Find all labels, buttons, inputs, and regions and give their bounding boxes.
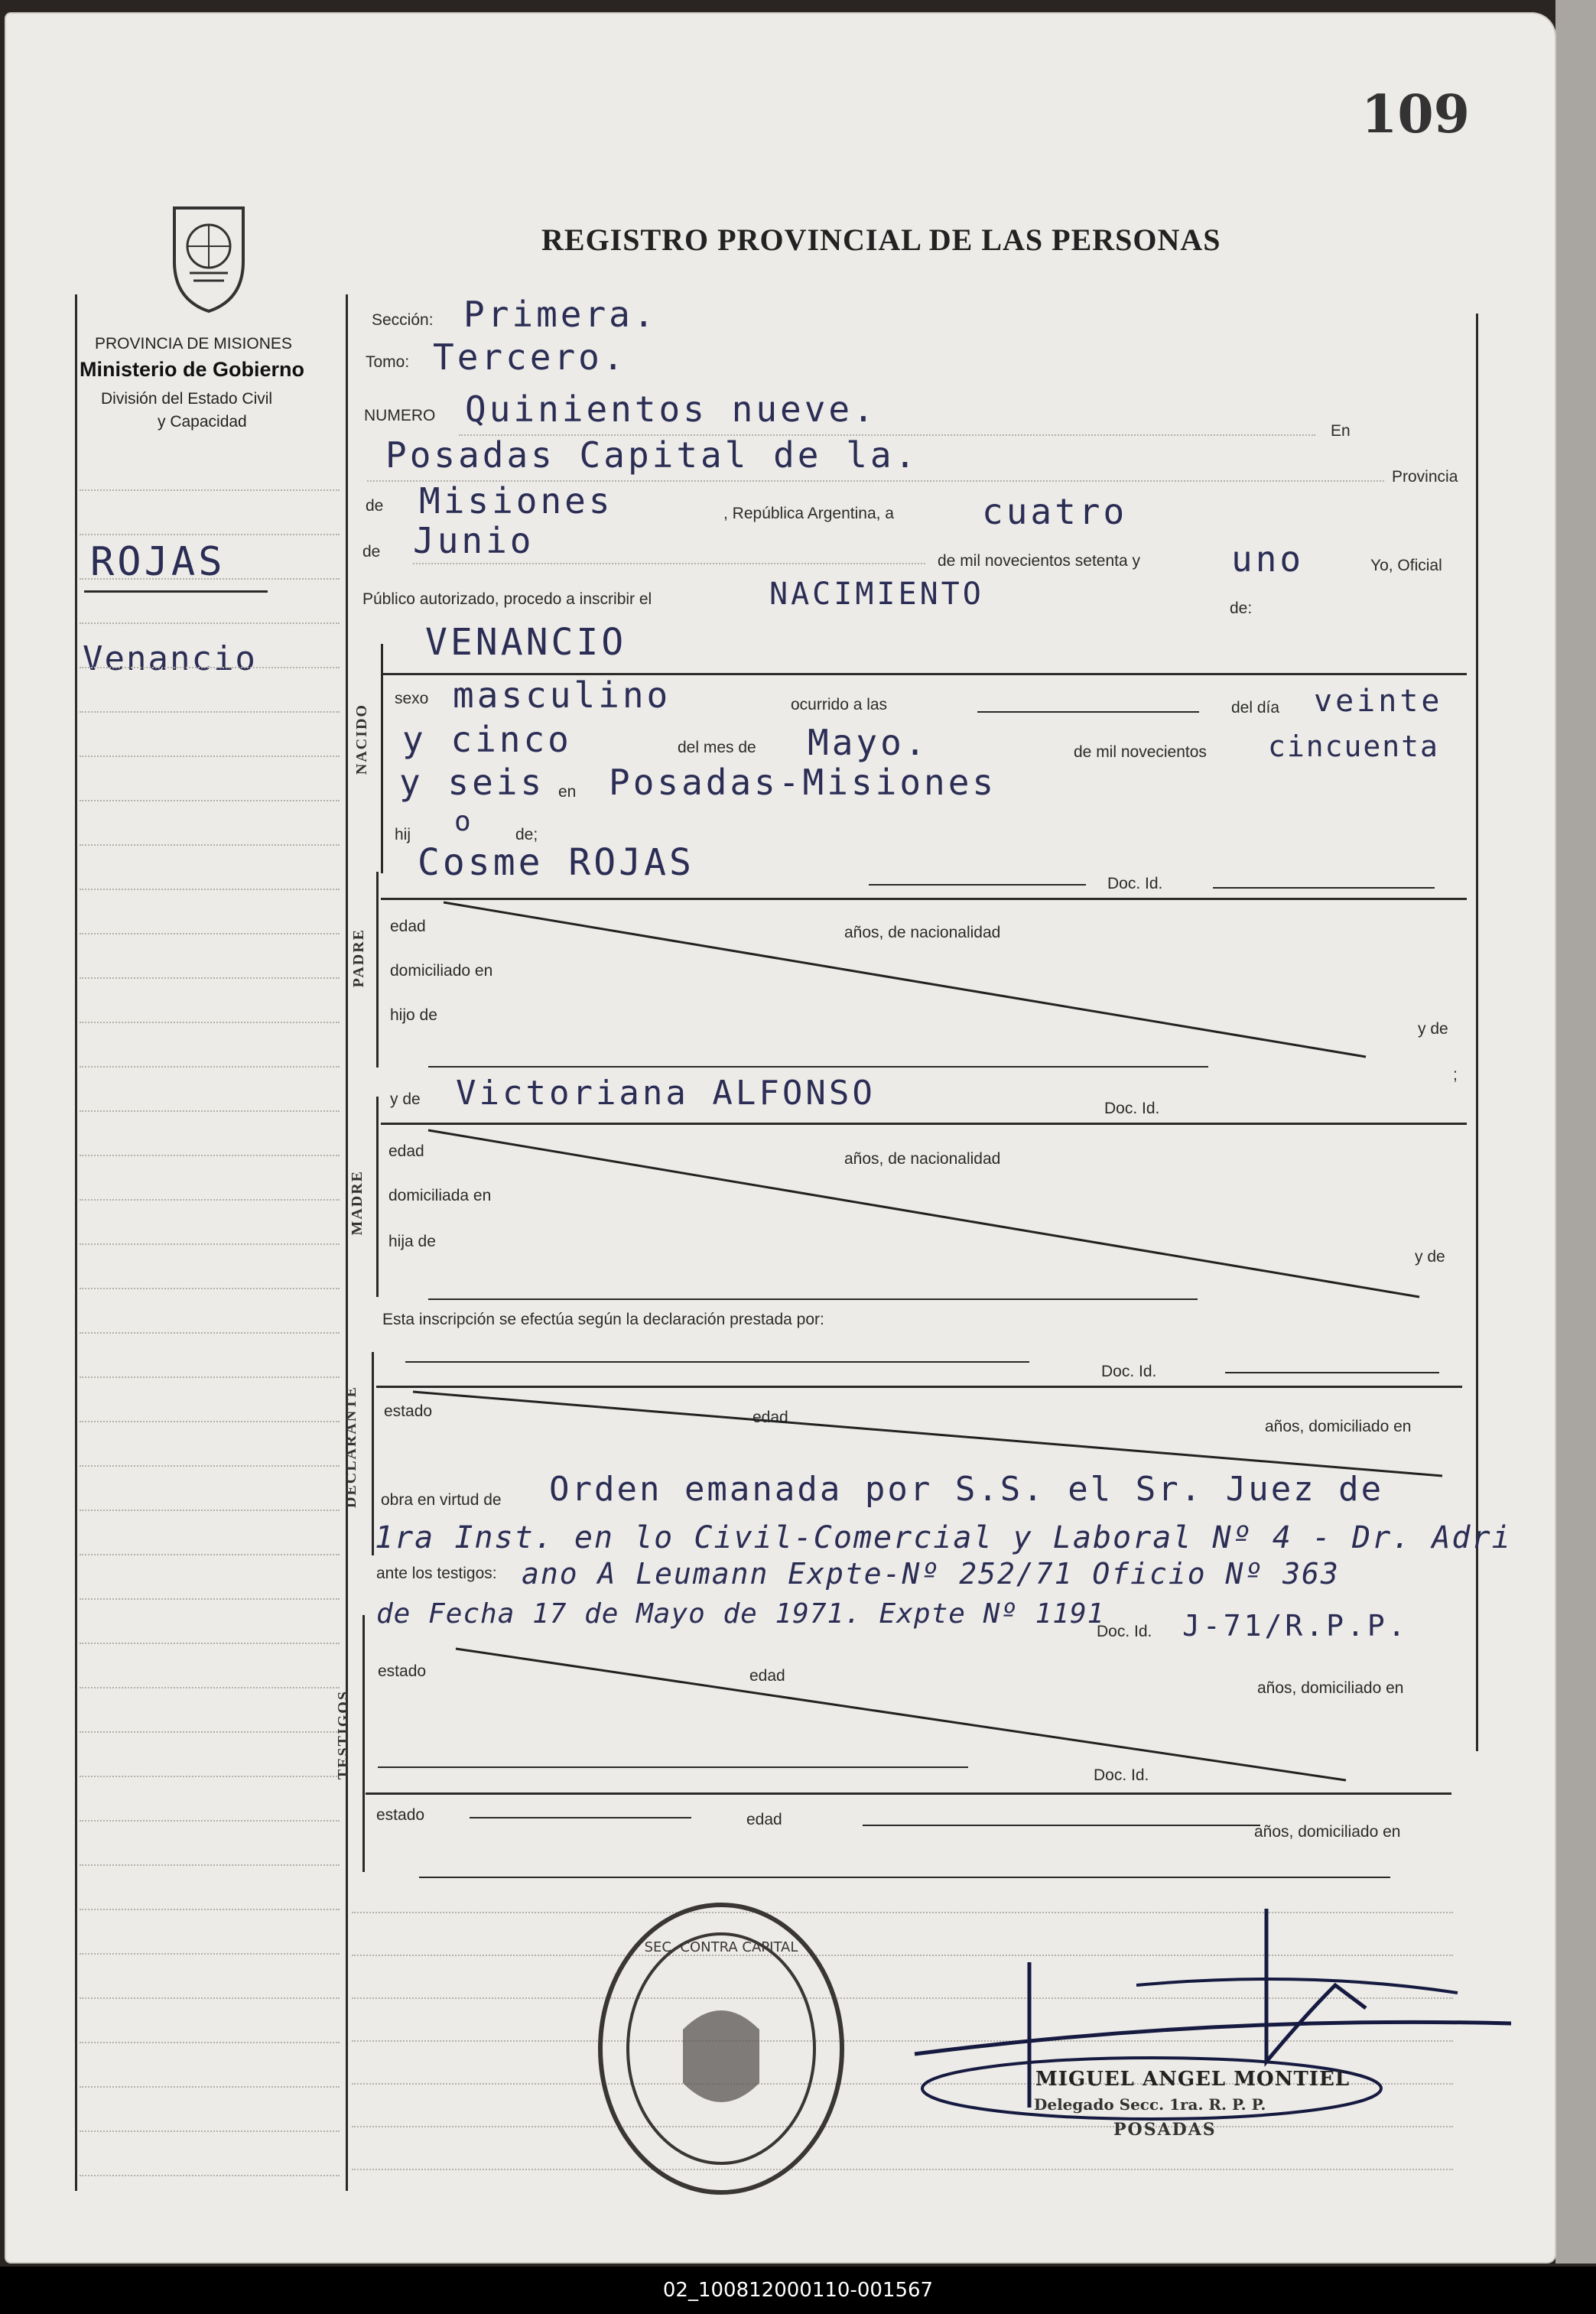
label-edad-madre: edad xyxy=(388,1142,424,1160)
label-en: En xyxy=(1331,422,1351,440)
label-hija-de: hija de xyxy=(388,1233,436,1250)
field-doc-id-ref: J-71/R.P.P. xyxy=(1182,1609,1409,1643)
field-en-1: Posadas Capital de la. xyxy=(385,434,919,476)
label-del-dia: del día xyxy=(1231,699,1280,717)
field-padre: Cosme ROJAS xyxy=(418,841,694,884)
side-label-padre: PADRE xyxy=(350,928,367,988)
page-number: 109 xyxy=(1361,84,1470,145)
testigo-2-bottom-line xyxy=(419,1877,1390,1878)
margin-surname: ROJAS xyxy=(90,539,226,585)
label-estado-declarante: estado xyxy=(384,1402,433,1420)
label-anos-dom-declarante: años, domiciliado en xyxy=(1265,1418,1412,1435)
label-mil-nov-2: de mil novecientos xyxy=(1074,743,1207,761)
main-ruled-line xyxy=(352,2169,1453,2170)
header-division-2: y Capacidad xyxy=(158,413,247,431)
stamp-inner-text: SEC. CONTRA CAPITAL xyxy=(644,1939,798,1955)
label-doc-id-obra: Doc. Id. xyxy=(1097,1623,1152,1640)
label-domiciliada: domiciliada en xyxy=(388,1187,492,1204)
label-ante: ante los testigos: xyxy=(376,1565,497,1582)
field-seccion: Primera. xyxy=(463,294,658,335)
label-de-4: de; xyxy=(515,826,538,843)
label-ocurrido: ocurrido a las xyxy=(791,696,888,713)
field-numero: Quinientos nueve. xyxy=(465,388,877,430)
label-doc-id-padre: Doc. Id. xyxy=(1107,875,1163,892)
label-edad-padre: edad xyxy=(390,918,426,935)
testigo-2-line-a xyxy=(470,1817,691,1818)
field-obra-4: de Fecha 17 de Mayo de 1971. Expte Nº 1191 xyxy=(376,1598,1105,1630)
field-fecha-dia: cuatro xyxy=(982,491,1128,532)
label-de-3: de: xyxy=(1230,600,1253,617)
header-title: REGISTRO PROVINCIAL DE LAS PERSONAS xyxy=(541,223,1221,257)
label-hijo-de: hijo de xyxy=(390,1006,437,1024)
label-edad-testigo-1: edad xyxy=(749,1667,785,1685)
label-anos-dom-testigo-2: años, domiciliado en xyxy=(1254,1823,1401,1841)
header-division-1: División del Estado Civil xyxy=(101,390,273,408)
label-mil-nov: de mil novecientos setenta y xyxy=(938,552,1140,570)
field-madre: Victoriana ALFONSO xyxy=(456,1074,876,1113)
label-estado-testigo-2: estado xyxy=(376,1806,425,1824)
field-hij-suffix: o xyxy=(454,806,474,837)
field-obra-2: 1ra Inst. en lo Civil-Comercial y Laboral Nº 4 - Dr. Adri xyxy=(375,1520,1512,1555)
label-domiciliado-padre: domiciliado en xyxy=(390,962,493,980)
label-y-de-madre: y de xyxy=(390,1090,421,1108)
label-doc-id-madre: Doc. Id. xyxy=(1104,1100,1160,1117)
field-nombre: VENANCIO xyxy=(425,621,627,664)
side-label-madre: MADRE xyxy=(349,1170,366,1236)
field-ano-2: y seis xyxy=(399,762,545,803)
label-estado-testigo-1: estado xyxy=(378,1662,427,1680)
label-seccion: Sección: xyxy=(372,311,434,329)
label-yo-oficial: Yo, Oficial xyxy=(1370,557,1442,574)
label-de-1: de xyxy=(366,497,384,515)
official-seal-stamp xyxy=(595,1900,847,2198)
label-publico: Público autorizado, procedo a inscribir el xyxy=(362,590,652,608)
label-hij: hij xyxy=(395,826,411,843)
testigo-2-line-b xyxy=(863,1825,1260,1826)
label-provincia: Provincia xyxy=(1392,468,1458,486)
label-obra: obra en virtud de xyxy=(381,1491,502,1509)
field-sexo: masculino xyxy=(453,674,671,716)
signatory-city: POSADAS xyxy=(1113,2120,1217,2140)
field-obra-3: ano A Leumann Expte-Nº 252/71 Oficio Nº 363 xyxy=(522,1557,1340,1591)
label-edad-testigo-2: edad xyxy=(746,1811,782,1828)
field-fecha-mes: Junio xyxy=(413,520,535,561)
label-de-2: de xyxy=(362,543,381,561)
label-anos-dom-testigo-1: años, domiciliado en xyxy=(1257,1679,1404,1697)
label-y-de-madre-2: y de xyxy=(1415,1248,1445,1266)
field-tomo: Tercero. xyxy=(433,336,627,378)
field-lugar: Posadas-Misiones xyxy=(609,762,997,803)
label-semicolon: ; xyxy=(1453,1066,1458,1084)
label-y-de-padre: y de xyxy=(1418,1020,1448,1038)
label-sexo: sexo xyxy=(395,690,429,707)
label-anos-nac-padre: años, de nacionalidad xyxy=(844,924,1001,941)
label-numero: NUMERO xyxy=(364,407,436,424)
label-republica: , República Argentina, a xyxy=(723,505,894,522)
label-en-2: en xyxy=(558,783,577,801)
field-dia-2: y cinco xyxy=(402,719,572,760)
header-ministry: Ministerio de Gobierno xyxy=(80,358,305,381)
label-tomo: Tomo: xyxy=(366,353,410,371)
margin-given-name: Venancio xyxy=(83,639,257,678)
label-del-mes: del mes de xyxy=(678,739,756,756)
signatory-name: MIGUEL ANGEL MONTIEL xyxy=(1035,2068,1351,2091)
label-doc-id-declarante: Doc. Id. xyxy=(1101,1363,1157,1380)
field-ano-1: cincuenta xyxy=(1268,730,1439,763)
side-label-nacido: NACIDO xyxy=(353,704,370,775)
field-dia-1: veinte xyxy=(1314,684,1443,719)
side-label-declarante: DECLARANTE xyxy=(343,1386,359,1509)
field-fecha-ano: uno xyxy=(1231,538,1305,580)
label-inscripcion: Esta inscripción se efectúa según la declaración prestada por: xyxy=(382,1311,824,1328)
field-mes: Mayo. xyxy=(808,722,929,763)
header-province: PROVINCIA DE MISIONES xyxy=(95,335,292,353)
image-caption: 02_100812000110-001567 xyxy=(0,2267,1596,2314)
field-en-2: Misiones xyxy=(419,480,613,522)
field-obra-1: Orden emanada por S.S. el Sr. Juez de xyxy=(549,1470,1384,1509)
side-label-testigos: TESTIGOS xyxy=(335,1690,352,1780)
label-doc-id-testigo: Doc. Id. xyxy=(1094,1766,1149,1784)
field-acto: NACIMIENTO xyxy=(769,577,984,612)
label-anos-nac-madre: años, de nacionalidad xyxy=(844,1150,1001,1168)
signatory-role: Delegado Secc. 1ra. R. P. P. xyxy=(1034,2095,1266,2114)
label-edad-declarante: edad xyxy=(752,1409,788,1426)
